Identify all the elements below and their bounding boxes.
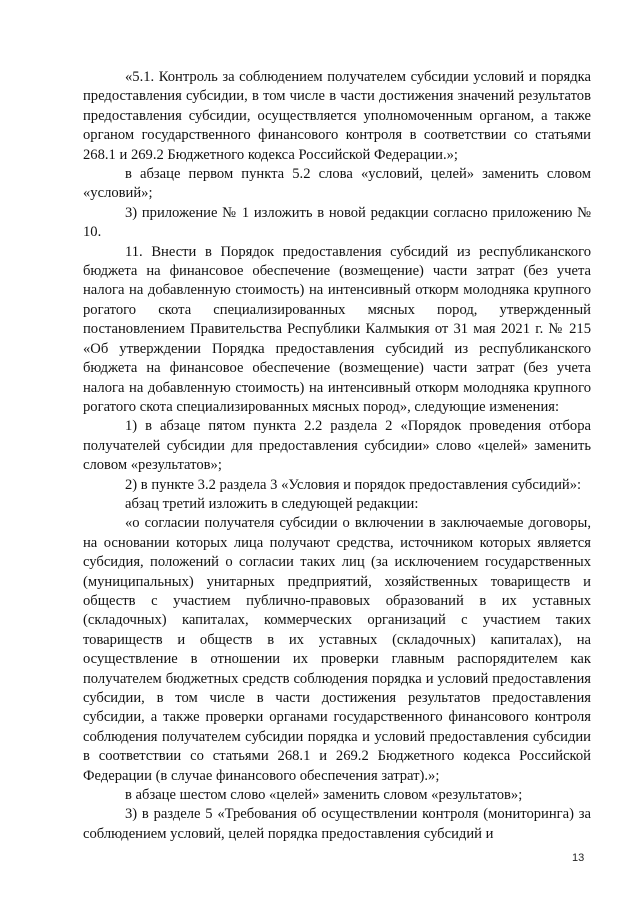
document-body bbox=[83, 68, 591, 844]
paragraph-item-11: 11. Внести в Порядок предоставления субсидий из республиканского бюджета на финансовое обеспечение (возмещение) части затрат (без учета налога на добавленную стоимость) на интенсивный откорм молодняка крупного рогатого скота специализированных мясных пород, утвержденный постановлением Правительства Республики Калмыкия от 31 мая 2021 г. № 215 «Об утверждении Порядка предоставления субсидий из республиканского бюджета на финансовое обеспечение (возмещение) части затрат (без учета налога на добавленную стоимость) на интенсивный откорм молодняка крупного рогатого скота специализированных мясных пород», следующие изменения: bbox=[83, 243, 591, 415]
paragraph-sixth-abzac: в абзаце шестом слово «целей» заменить словом «результатов»; bbox=[125, 787, 523, 804]
paragraph-appendix-1-amendment: 3) приложение № 1 изложить в новой редакции согласно приложению № 10. bbox=[83, 204, 591, 241]
paragraph-consent-clause: «о согласии получателя субсидии о включении в заключаемые договоры, на основании которых лица получают средства, источником которых является субсидия, положений о согласии таких лиц (за исключением государственных (муниципальных) унитарных предприятий, хозяйственных товариществ и обществ с участием публично-правовых образований в их уставных (складочных) капиталах, коммерческих организаций с участием таких товариществ и обществ в их уставных (складочных) капиталах), на осуществление в отношении их проверки главным распорядителем как получателем бюджетных средств соблюдения порядка и условий предоставления субсидии, в том числе в части достижения результатов предоставления субсидии, а также проверки органами государственного финансового контроля соблюдения получателем субсидии порядка и условий предоставления субсидии в соответствии со статьями 268.1 и 269.2 Бюджетного кодекса Российской Федерации (в случае финансового обеспечения затрат).»; bbox=[83, 515, 591, 784]
page-number: 13 bbox=[572, 852, 585, 864]
paragraph-section-5-amendment: 3) в разделе 5 «Требования об осуществлении контроля (мониторинга) за соблюдением условий, целей порядка предоставления субсидий и bbox=[83, 806, 591, 842]
paragraph-point-3-2-amendment: 2) в пункте 3.2 раздела 3 «Условия и порядок предоставления субсидий»: bbox=[125, 476, 582, 493]
paragraph-point-2-2-amendment: 1) в абзаце пятом пункта 2.2 раздела 2 «Порядок проведения отбора получателей субсидии для предоставления субсидии» слово «целей» заменить словом «результатов»; bbox=[83, 418, 591, 474]
paragraph-third-abzac: абзац третий изложить в следующей редакции: bbox=[125, 495, 419, 512]
paragraph-section-5-1: «5.1. Контроль за соблюдением получателем субсидии условий и порядка предоставления субсидии, в том числе в части достижения значений результатов предоставления субсидии, осуществляется уполномоченным органом, а также органом государственного финансового контроля в соответствии со статьями 268.1 и 269.2 Бюджетного кодекса Российской Федерации.»; bbox=[83, 69, 591, 163]
paragraph-point-5-2-amendment: в абзаце первом пункта 5.2 слова «условий, целей» заменить словом «условий»; bbox=[83, 166, 591, 202]
